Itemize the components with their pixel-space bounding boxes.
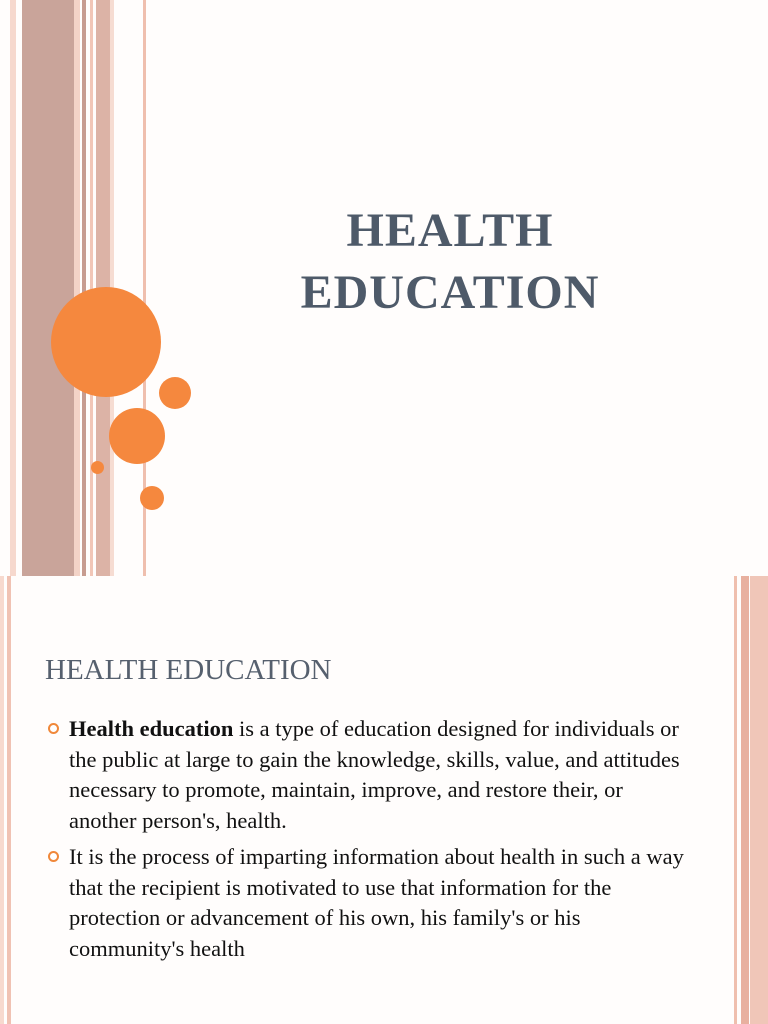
stripe-decoration — [734, 576, 737, 1024]
stripe-decoration — [741, 576, 749, 1024]
decorative-circle — [109, 408, 165, 464]
slide-title — [230, 200, 670, 324]
bullet-text: is a type of education designed for individuals or the public at large to gain the knowledge, skills, value, and attitudes necessary to promote, maintain, improve, and restore their, or another person's, health. — [69, 716, 680, 833]
stripe-decoration — [82, 0, 86, 576]
stripe-decoration — [0, 576, 4, 1024]
slide-heading: HEALTH EDUCATION — [45, 654, 332, 686]
decorative-circle — [159, 377, 191, 409]
stripe-decoration — [750, 576, 768, 1024]
stripe-decoration — [7, 576, 11, 1024]
bullet-bold-term: Health education — [69, 716, 234, 741]
slide-title-line-2: EDUCATION — [300, 266, 600, 319]
circle-bullet-icon — [48, 851, 59, 862]
decorative-circle-large — [51, 287, 161, 397]
list-item — [45, 842, 685, 964]
list-item — [45, 714, 685, 836]
circle-bullet-icon — [48, 723, 59, 734]
stripe-decoration — [10, 0, 16, 576]
stripe-decoration — [74, 0, 80, 576]
stripe-decoration — [22, 0, 74, 576]
bullet-list — [45, 714, 685, 970]
bullet-text: It is the process of imparting information about health in such a way that the recipient is motivated to use that information for the protection or advancement of his own, his family's or his community's health — [69, 844, 684, 961]
decorative-circle — [140, 486, 164, 510]
decorative-circle-small — [91, 461, 104, 474]
slide-title-line-1: HEALTH — [346, 204, 554, 257]
